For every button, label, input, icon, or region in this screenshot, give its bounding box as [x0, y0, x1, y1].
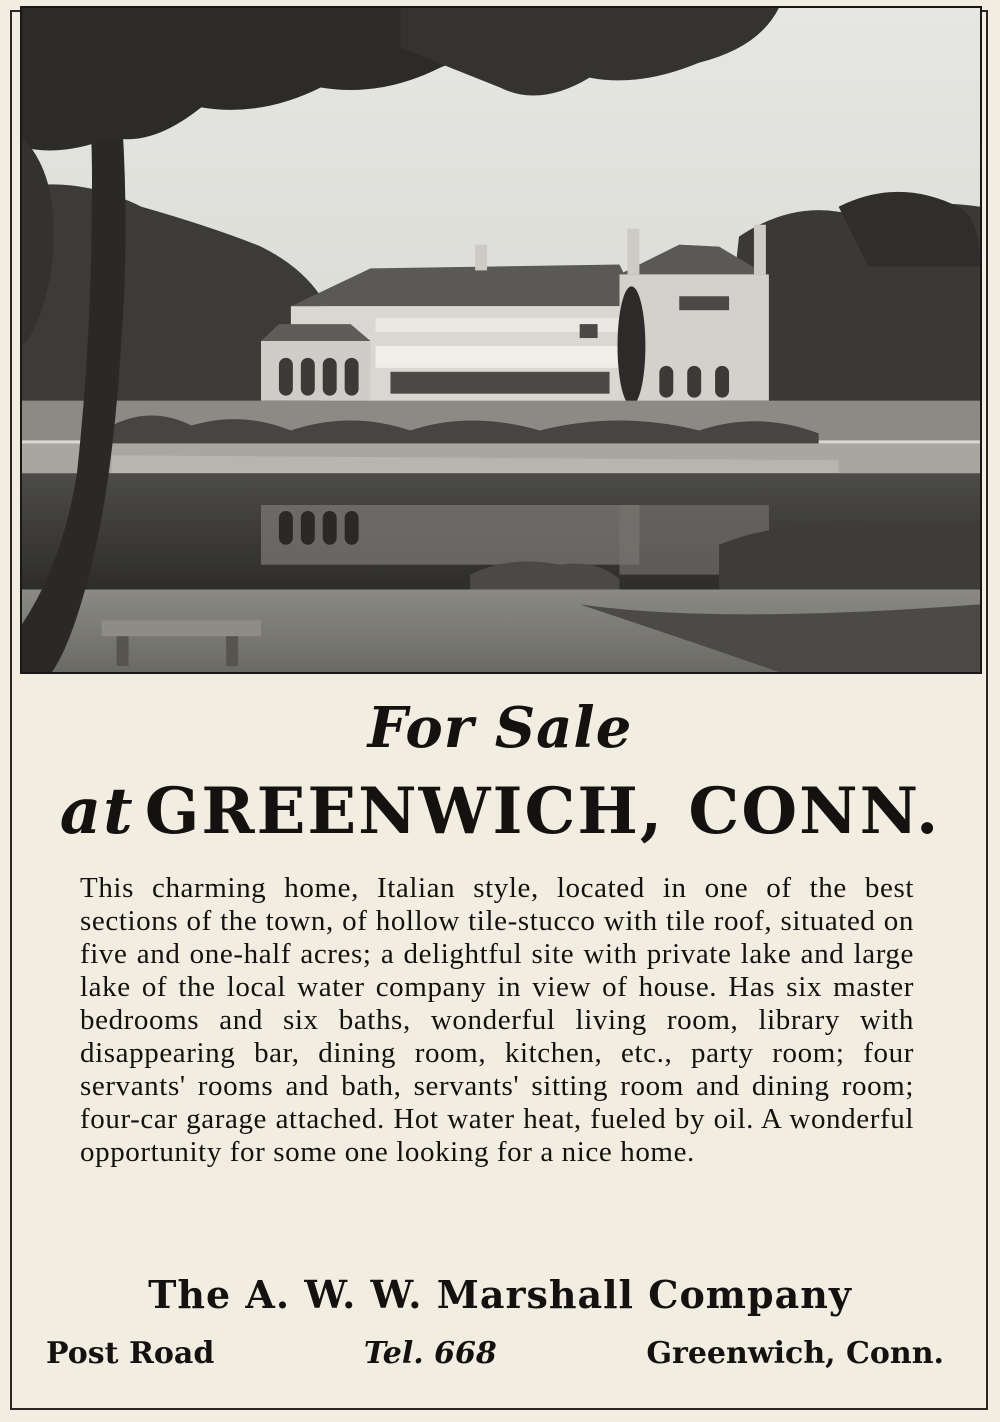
house-photograph-image	[22, 8, 980, 672]
city: Greenwich, Conn.	[646, 1336, 944, 1371]
headline-at: at	[59, 774, 135, 849]
headline-for-sale: For Sale	[367, 695, 633, 761]
headline-place: GREENWICH, CONN.	[144, 774, 941, 849]
address: Post Road	[46, 1336, 215, 1371]
house-photograph	[20, 6, 982, 674]
property-description: This charming home, Italian style, located in one of the best sections of the town, of hollow tile-stucco with tile roof, situated on five and one-half acres; a delightful site with private lake and large lake of the local water company in view of house. Has six master bedrooms and six baths, wonderful living room, library with disappearing bar, dining room, kitchen, etc., party room; four servants' rooms and bath, servants' sitting room and dining room; four-car garage attached. Hot water heat, fueled by oil. A wonderful opportunity for some one looking for a nice home.	[80, 872, 914, 1168]
company-name: The A. W. W. Marshall Company	[148, 1272, 852, 1317]
telephone: Tel. 668	[363, 1336, 497, 1371]
headline-location	[0, 774, 1000, 849]
contact-footer	[46, 1336, 944, 1371]
